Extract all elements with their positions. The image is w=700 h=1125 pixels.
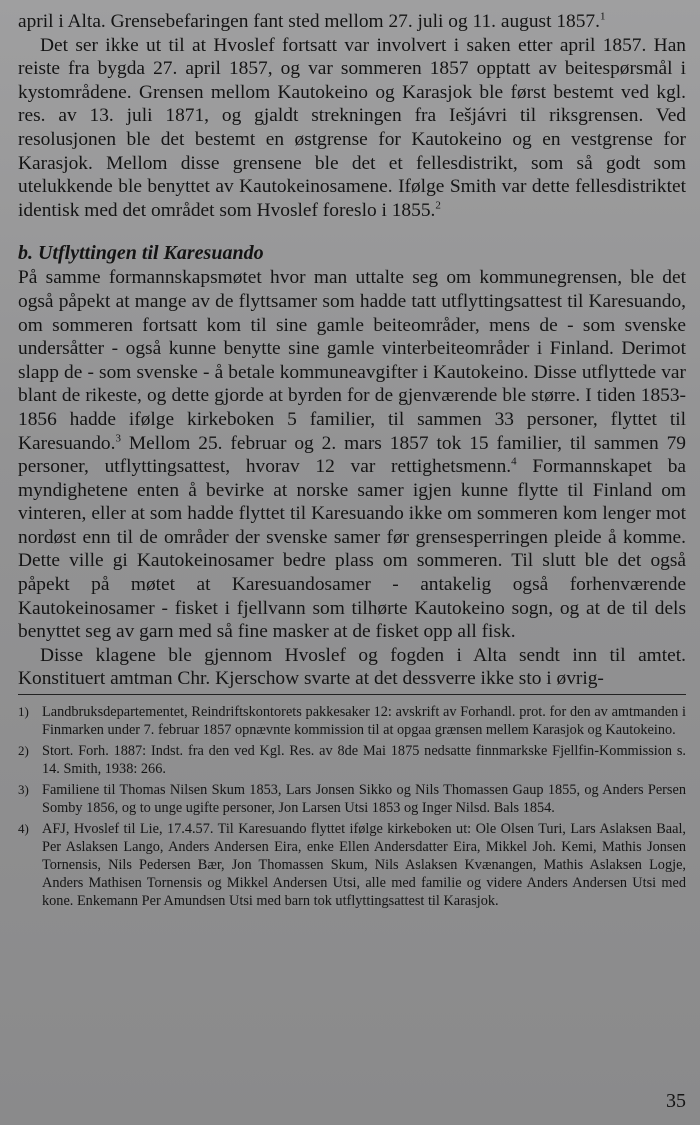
footnote-ref: 2 — [435, 199, 441, 212]
footnote-number: 3) — [18, 782, 29, 798]
footnote-number: 2) — [18, 743, 29, 759]
paragraph — [18, 34, 686, 223]
footnote — [18, 703, 686, 739]
paragraph-text: På samme formannskapsmøtet hvor man uttalte seg om kommunegrensen, ble det også påpekt at mange av de flyttsamer som hadde tatt utflyttingsattest til Karesuando, om sommeren fortsatt kom til sine gamle beiteområder, mens de - som svenske undersåtter - også kunne benytte sine gamle vinterbeiteområder i Finland. Derimot slapp de - som svenske - å betale kommuneavgifter i Kautokeino. Disse utflyttede var blant de rikeste, og dette gjorde at byrden for de gjenværende ble større. I tiden 1853-1856 hadde ifølge kirkeboken 5 familier, til sammen 33 personer, flyttet til Karesuando. — [18, 267, 686, 454]
paragraph-text: Formannskapet ba myndighetene enten å bevirke at norske samer igjen kunne flytte til Finland om vinteren, eller at som hadde flyttet til Karesuando ikke om sommeren kom lenger mot nordøst enn til de områder der svenske samer før grensesperringen pleide å komme. Dette ville gi Kautokeinosamer bedre plass om sommeren. Til slutt ble det også påpekt på møtet at Karesuandosamer - antakelig også forhenværende Kautokeinosamer - fisket i fjellvann som tilhørte Kautokeino sogn, og at de til dels benyttet seg av garn med så fine masker at de fisket opp all fisk. — [18, 456, 686, 643]
paragraph — [18, 266, 686, 644]
footnote-number: 1) — [18, 704, 29, 720]
footnote — [18, 781, 686, 817]
footnote-ref: 4 — [511, 455, 517, 468]
main-text — [18, 10, 686, 913]
paragraph-text: Det ser ikke ut til at Hvoslef fortsatt var involvert i saken etter april 1857. Han reiste fra bygda 27. april 1857, og var sommeren 1857 opptatt av beitespørsmål i kystområdene. Grensen mellom Kautokeino og Karasjok ble først bestemt ved kgl. res. av 13. juli 1871, og gjaldt strekningen fra Iešjávri til riksgrensen. Ved resolusjonen ble det bestemt en østgrense for Kautokeino og en vestgrense for Karasjok. Mellom disse grensene ble det et fellesdistrikt, som så godt som utelukkende ble benyttet av Kautokeinosamene. Ifølge Smith var dette fellesdistriktet identisk med det området som Hvoslef foreslo i 1855. — [18, 34, 686, 221]
paragraph-text: Mellom 25. februar og 2. mars 1857 tok 15 familier, til sammen 79 personer, utflyttingsattest, hvorav 12 var rettighetsmenn. — [18, 432, 686, 478]
footnote-text: Landbruksdepartementet, Reindriftskontorets pakkesaker 12: avskrift av Forhandl. prot. for den av amtmanden i Finmarken under 7. februar 1857 opnævnte kommission til at opgaa grænsen mellem Karasjok og Kautokeino. — [42, 704, 686, 739]
footnote-number: 4) — [18, 821, 29, 837]
footnote-text: Stort. Forh. 1887: Indst. fra den ved Kgl. Res. av 8de Mai 1875 nedsatte finnmarkske Fjellfin-Kommission s. 14. Smith, 1938: 266. — [42, 743, 686, 778]
paragraph-text: april i Alta. Grensebefaringen fant sted mellom 27. juli og 11. august 1857. — [18, 11, 600, 32]
section-heading: b. Utflyttingen til Karesuando — [18, 242, 264, 265]
paragraph: Disse klagene ble gjennom Hvoslef og fogden i Alta sendt inn til amtet. Konstituert amtman Chr. Kjerschow svarte at det dessverre ikke sto i øvrig- — [18, 644, 686, 690]
footnote-ref: 1 — [599, 10, 606, 23]
page-number: 35 — [666, 1090, 686, 1112]
footnote — [18, 742, 686, 778]
footnote-text: Familiene til Thomas Nilsen Skum 1853, Lars Jonsen Sikko og Nils Thomassen Gaup 1855, og Anders Persen Somby 1856, og to unge ugifte personer, Jon Larsen Utsi 1853 og Inger Nilsd. Bals 1854. — [42, 782, 686, 817]
footnote-ref: 3 — [115, 432, 121, 445]
footnote — [18, 820, 686, 910]
footnotes — [18, 703, 686, 910]
footnote-text: AFJ, Hvoslef til Lie, 17.4.57. Til Karesuando flyttet ifølge kirkeboken ut: Ole Olsen Turi, Lars Aslaksen Baal, Per Aslaksen Lango, Anders Andersen Eira, enke Ellen Andersdatter Eira, Mikkel Joh. Kemi, Mathis Jonsen Tornensis, Nils Pedersen Bær, Jon Thomassen Skum, Nils Aslaksen Kvænangen, Mathis Aslaksen Logje, Anders Mathisen Tornensis og Mikkel Andersen Utsi, alle med familie og videre Anders Andersen Utsi med kone. Enkemann Per Amundsen Utsi med barn tok utflyttingsattest til Karasjok. — [42, 821, 686, 910]
paragraph-continuation — [18, 10, 686, 34]
footnote-divider — [18, 694, 686, 695]
